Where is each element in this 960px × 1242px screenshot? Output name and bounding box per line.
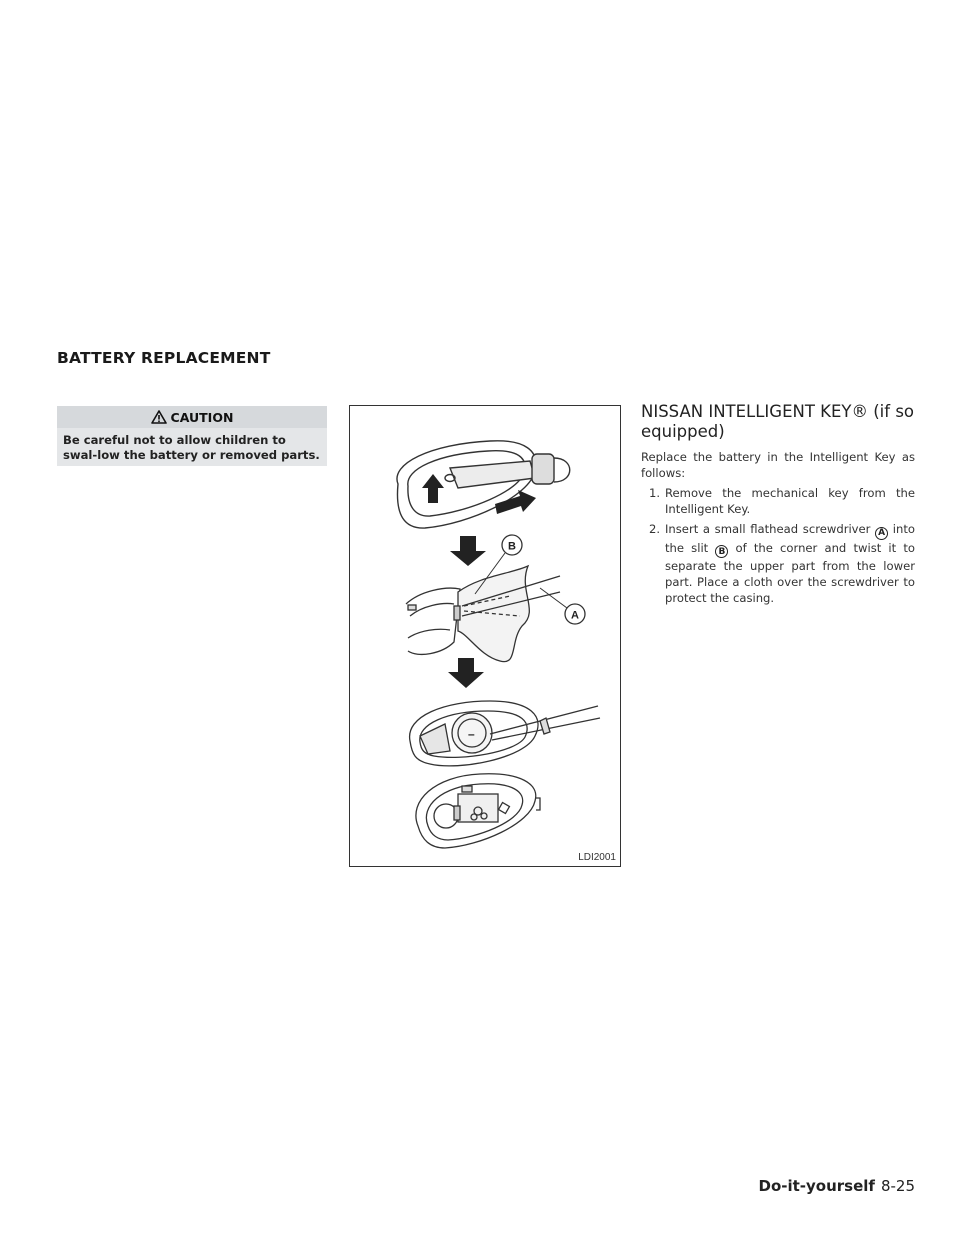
page-footer (759, 1177, 916, 1195)
step-1 (649, 485, 915, 517)
figure-id: LDI2001 (578, 852, 616, 863)
step-text-part: into the slit (665, 522, 916, 555)
callout-b-icon: B (715, 545, 728, 558)
figure-label-b: B (508, 540, 516, 553)
step-text: Remove the mechanical key from the Intelligent Key. (665, 486, 915, 516)
key-fob-illustration (350, 406, 622, 868)
step-2 (649, 521, 915, 606)
subsection-title: NISSAN INTELLIGENT KEY® (if so equipped) (641, 402, 915, 441)
figure-label-a: A (571, 609, 579, 622)
step-text (649, 521, 915, 606)
warning-triangle-icon (151, 410, 167, 424)
step-number: 1. (649, 486, 661, 500)
battery-minus-sign: – (468, 727, 475, 741)
footer-section: Do-it-yourself (758, 1177, 875, 1195)
caution-title: CAUTION (170, 409, 234, 425)
caution-box (57, 406, 327, 466)
caution-text: Be careful not to allow children to swal-low the battery or removed parts. (63, 433, 320, 462)
step-text-part: Insert a small flathead screwdriver (665, 522, 871, 536)
callout-a-icon: A (875, 527, 888, 540)
page-number: 8-25 (880, 1177, 915, 1195)
step-number: 2. (649, 522, 661, 536)
caution-header (57, 406, 327, 428)
section-title: BATTERY REPLACEMENT (57, 349, 271, 367)
intro-paragraph: Replace the battery in the Intelligent Key as follows: (641, 450, 915, 480)
battery-replacement-figure (349, 405, 621, 867)
step-text-part: of the corner and twist it to separate the upper part from the lower part. Place a cloth over the screwdriver to protect the casing. (665, 540, 915, 605)
